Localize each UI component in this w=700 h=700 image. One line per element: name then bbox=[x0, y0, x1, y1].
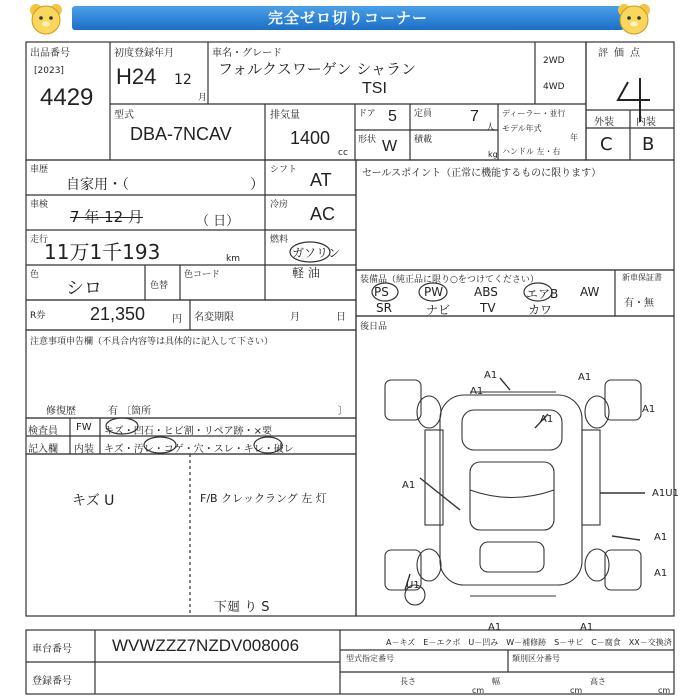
notes-label: 注意事項申告欄（不具合内容等は具体的に記入して下さい） bbox=[30, 337, 274, 347]
diagram-mark: A1 bbox=[540, 414, 554, 425]
diagram-mark: A1 bbox=[484, 370, 498, 381]
interior-label: 内装 bbox=[636, 117, 656, 128]
dealer-label: ディーラー・並行 bbox=[502, 109, 566, 118]
year-unit: 年 bbox=[570, 133, 578, 142]
km-unit: km bbox=[226, 254, 240, 264]
diagram-mark: A1 bbox=[402, 480, 416, 491]
check-interior-items: キズ・汚レ・コゲ・穴・スレ・キレ・破レ bbox=[104, 444, 294, 455]
yen-unit: 円 bbox=[172, 314, 182, 325]
check-fw-items: キズ・凹石・ヒビ割・リペア跡・×要 bbox=[104, 426, 272, 437]
diagram-mark: A1 bbox=[578, 372, 592, 383]
length-label: 長さ bbox=[400, 677, 416, 686]
equipment-pw: PW bbox=[424, 285, 444, 299]
registration-label: 登録番号 bbox=[32, 676, 72, 687]
grade: TSI bbox=[362, 80, 387, 97]
score-label: 評価点 bbox=[598, 48, 646, 59]
height-label: 高さ bbox=[590, 677, 606, 686]
width-label: 幅 bbox=[492, 677, 500, 686]
car-diagram bbox=[385, 378, 645, 605]
lot-year: [2023] bbox=[34, 66, 64, 76]
width-cm: cm bbox=[570, 686, 583, 695]
kg-unit: kg bbox=[488, 150, 498, 159]
fuel-label: 燃料 bbox=[270, 235, 289, 245]
diagram-mark: A1U1 bbox=[652, 488, 679, 499]
ac-label: 冷房 bbox=[270, 200, 289, 210]
chassis-label: 車台番号 bbox=[32, 644, 72, 655]
mileage-value: 11万1千193 bbox=[44, 240, 161, 264]
type-designation-label: 型式指定番号 bbox=[346, 654, 394, 663]
model-label: 車名・グレード bbox=[212, 48, 282, 59]
doors-label: ドア bbox=[358, 109, 376, 119]
color-label: 色 bbox=[30, 270, 40, 280]
inspector-label: 検査員 bbox=[28, 426, 58, 437]
equipment-sr: SR bbox=[376, 301, 392, 315]
name-change-label: 名変期限 bbox=[194, 312, 234, 323]
usage-value: 自家用・（ bbox=[66, 177, 129, 193]
equipment-leather: カワ bbox=[528, 303, 553, 317]
shape-label: 形状 bbox=[358, 135, 377, 145]
equipment-aw: AW bbox=[580, 285, 600, 299]
mileage-label: 走行 bbox=[30, 235, 49, 245]
capacity-label: 定員 bbox=[414, 109, 433, 119]
displacement-label: 排気量 bbox=[270, 110, 300, 121]
interior-grade: B bbox=[642, 134, 655, 155]
name-change-month: 月 bbox=[290, 312, 300, 323]
handwritten-note-damage: キズ U bbox=[72, 493, 115, 509]
usage-close: ） bbox=[250, 177, 264, 193]
repair-close: 〕 bbox=[338, 406, 348, 417]
color-code-label: 色コード bbox=[184, 270, 221, 280]
damage-legend: A－キズ E－エクボ U－凹み W－補修跡 S－サビ C－腐食 XX－交換済 bbox=[386, 638, 672, 647]
diagram-mark: A1 bbox=[488, 622, 502, 633]
color-replace-label: 色替 bbox=[150, 281, 169, 291]
check-fw-label: FW bbox=[76, 422, 92, 433]
model-name: フォルクスワーゲン シャラン bbox=[218, 60, 416, 78]
exterior-label: 外装 bbox=[594, 117, 614, 128]
diagram-mark: A1 bbox=[654, 532, 668, 543]
inspection-day: （ 日） bbox=[196, 214, 240, 229]
shift: AT bbox=[310, 170, 332, 190]
handwritten-note-light: F/B クレックラング 左 灯 bbox=[200, 492, 327, 505]
color-value: シロ bbox=[66, 278, 102, 299]
lot-number: 4429 bbox=[40, 84, 94, 111]
equipment-abs: ABS bbox=[474, 285, 498, 299]
recycle-value: 21,350 bbox=[90, 304, 146, 324]
height-cm: cm bbox=[658, 686, 671, 695]
warranty-value: 有・無 bbox=[624, 298, 654, 309]
drive-4wd: 4WD bbox=[543, 82, 565, 92]
record-label: 記入欄 bbox=[28, 444, 58, 455]
equipment-airbag: エアB bbox=[526, 287, 559, 301]
recycle-label: R券 bbox=[30, 311, 46, 321]
equipment-ps: PS bbox=[374, 285, 389, 299]
sales-points-label: セールスポイント（正常に機能するものに限ります） bbox=[362, 168, 602, 179]
warranty-label: 新車保証書 bbox=[622, 273, 662, 282]
diagram-mark: A1 bbox=[470, 386, 484, 397]
type-code: DBA-7NCAV bbox=[130, 124, 232, 144]
diagram-mark: A1 bbox=[642, 404, 656, 415]
banner-title: 完全ゼロ切りコーナー bbox=[72, 6, 624, 30]
type-label: 型式 bbox=[114, 110, 134, 121]
fuel-diesel: 軽 油 bbox=[292, 266, 320, 280]
model-year-label: モデル年式 bbox=[502, 124, 542, 133]
diagram-mark: A1 bbox=[654, 568, 668, 579]
inspection-value: 7 年 12 月 bbox=[70, 208, 143, 226]
repair-label: 修復歴 bbox=[46, 406, 76, 417]
exterior-grade: C bbox=[600, 134, 613, 155]
usage-label: 車歴 bbox=[30, 165, 49, 175]
aftermarket-label: 後日品 bbox=[360, 322, 388, 332]
diagram-mark: U1 bbox=[406, 580, 420, 591]
inspection-label: 車検 bbox=[30, 200, 49, 210]
first-registration-year: H24 bbox=[116, 64, 157, 89]
equipment-label: 装備品（純正品に限り○をつけてください） bbox=[360, 275, 539, 285]
doors: 5 bbox=[388, 108, 397, 125]
month-unit: 月 bbox=[198, 93, 208, 103]
category-number-label: 類別区分番号 bbox=[512, 654, 560, 663]
name-change-day: 日 bbox=[336, 312, 346, 323]
shape: W bbox=[382, 138, 398, 155]
first-registration-label: 初度登録年月 bbox=[114, 48, 174, 59]
person-unit: 人 bbox=[486, 123, 496, 133]
first-registration-month: 12 bbox=[174, 72, 192, 88]
fuel-gasoline: ガソリン bbox=[292, 246, 341, 260]
payload-label: 積載 bbox=[414, 135, 433, 145]
length-cm: cm bbox=[472, 686, 485, 695]
equipment-navi: ナビ bbox=[426, 303, 451, 317]
displacement: 1400 bbox=[290, 128, 331, 148]
equipment-tv: TV bbox=[480, 301, 496, 315]
lot-number-label: 出品番号 bbox=[30, 48, 70, 59]
ac: AC bbox=[310, 204, 336, 224]
handwritten-note-underbody: 下廻 り S bbox=[214, 600, 270, 615]
shift-label: シフト bbox=[270, 165, 298, 175]
cc-unit: cc bbox=[338, 148, 348, 158]
diagram-mark: A1 bbox=[580, 622, 594, 633]
chassis-number: WVWZZZ7NZDV008006 bbox=[112, 636, 300, 655]
check-interior-label: 内装 bbox=[74, 444, 94, 455]
handle-label: ハンドル 左・右 bbox=[502, 147, 561, 156]
repair-value: 有 〔箇所 bbox=[108, 406, 152, 417]
drive-2wd: 2WD bbox=[543, 56, 565, 66]
capacity: 7 bbox=[470, 108, 479, 125]
